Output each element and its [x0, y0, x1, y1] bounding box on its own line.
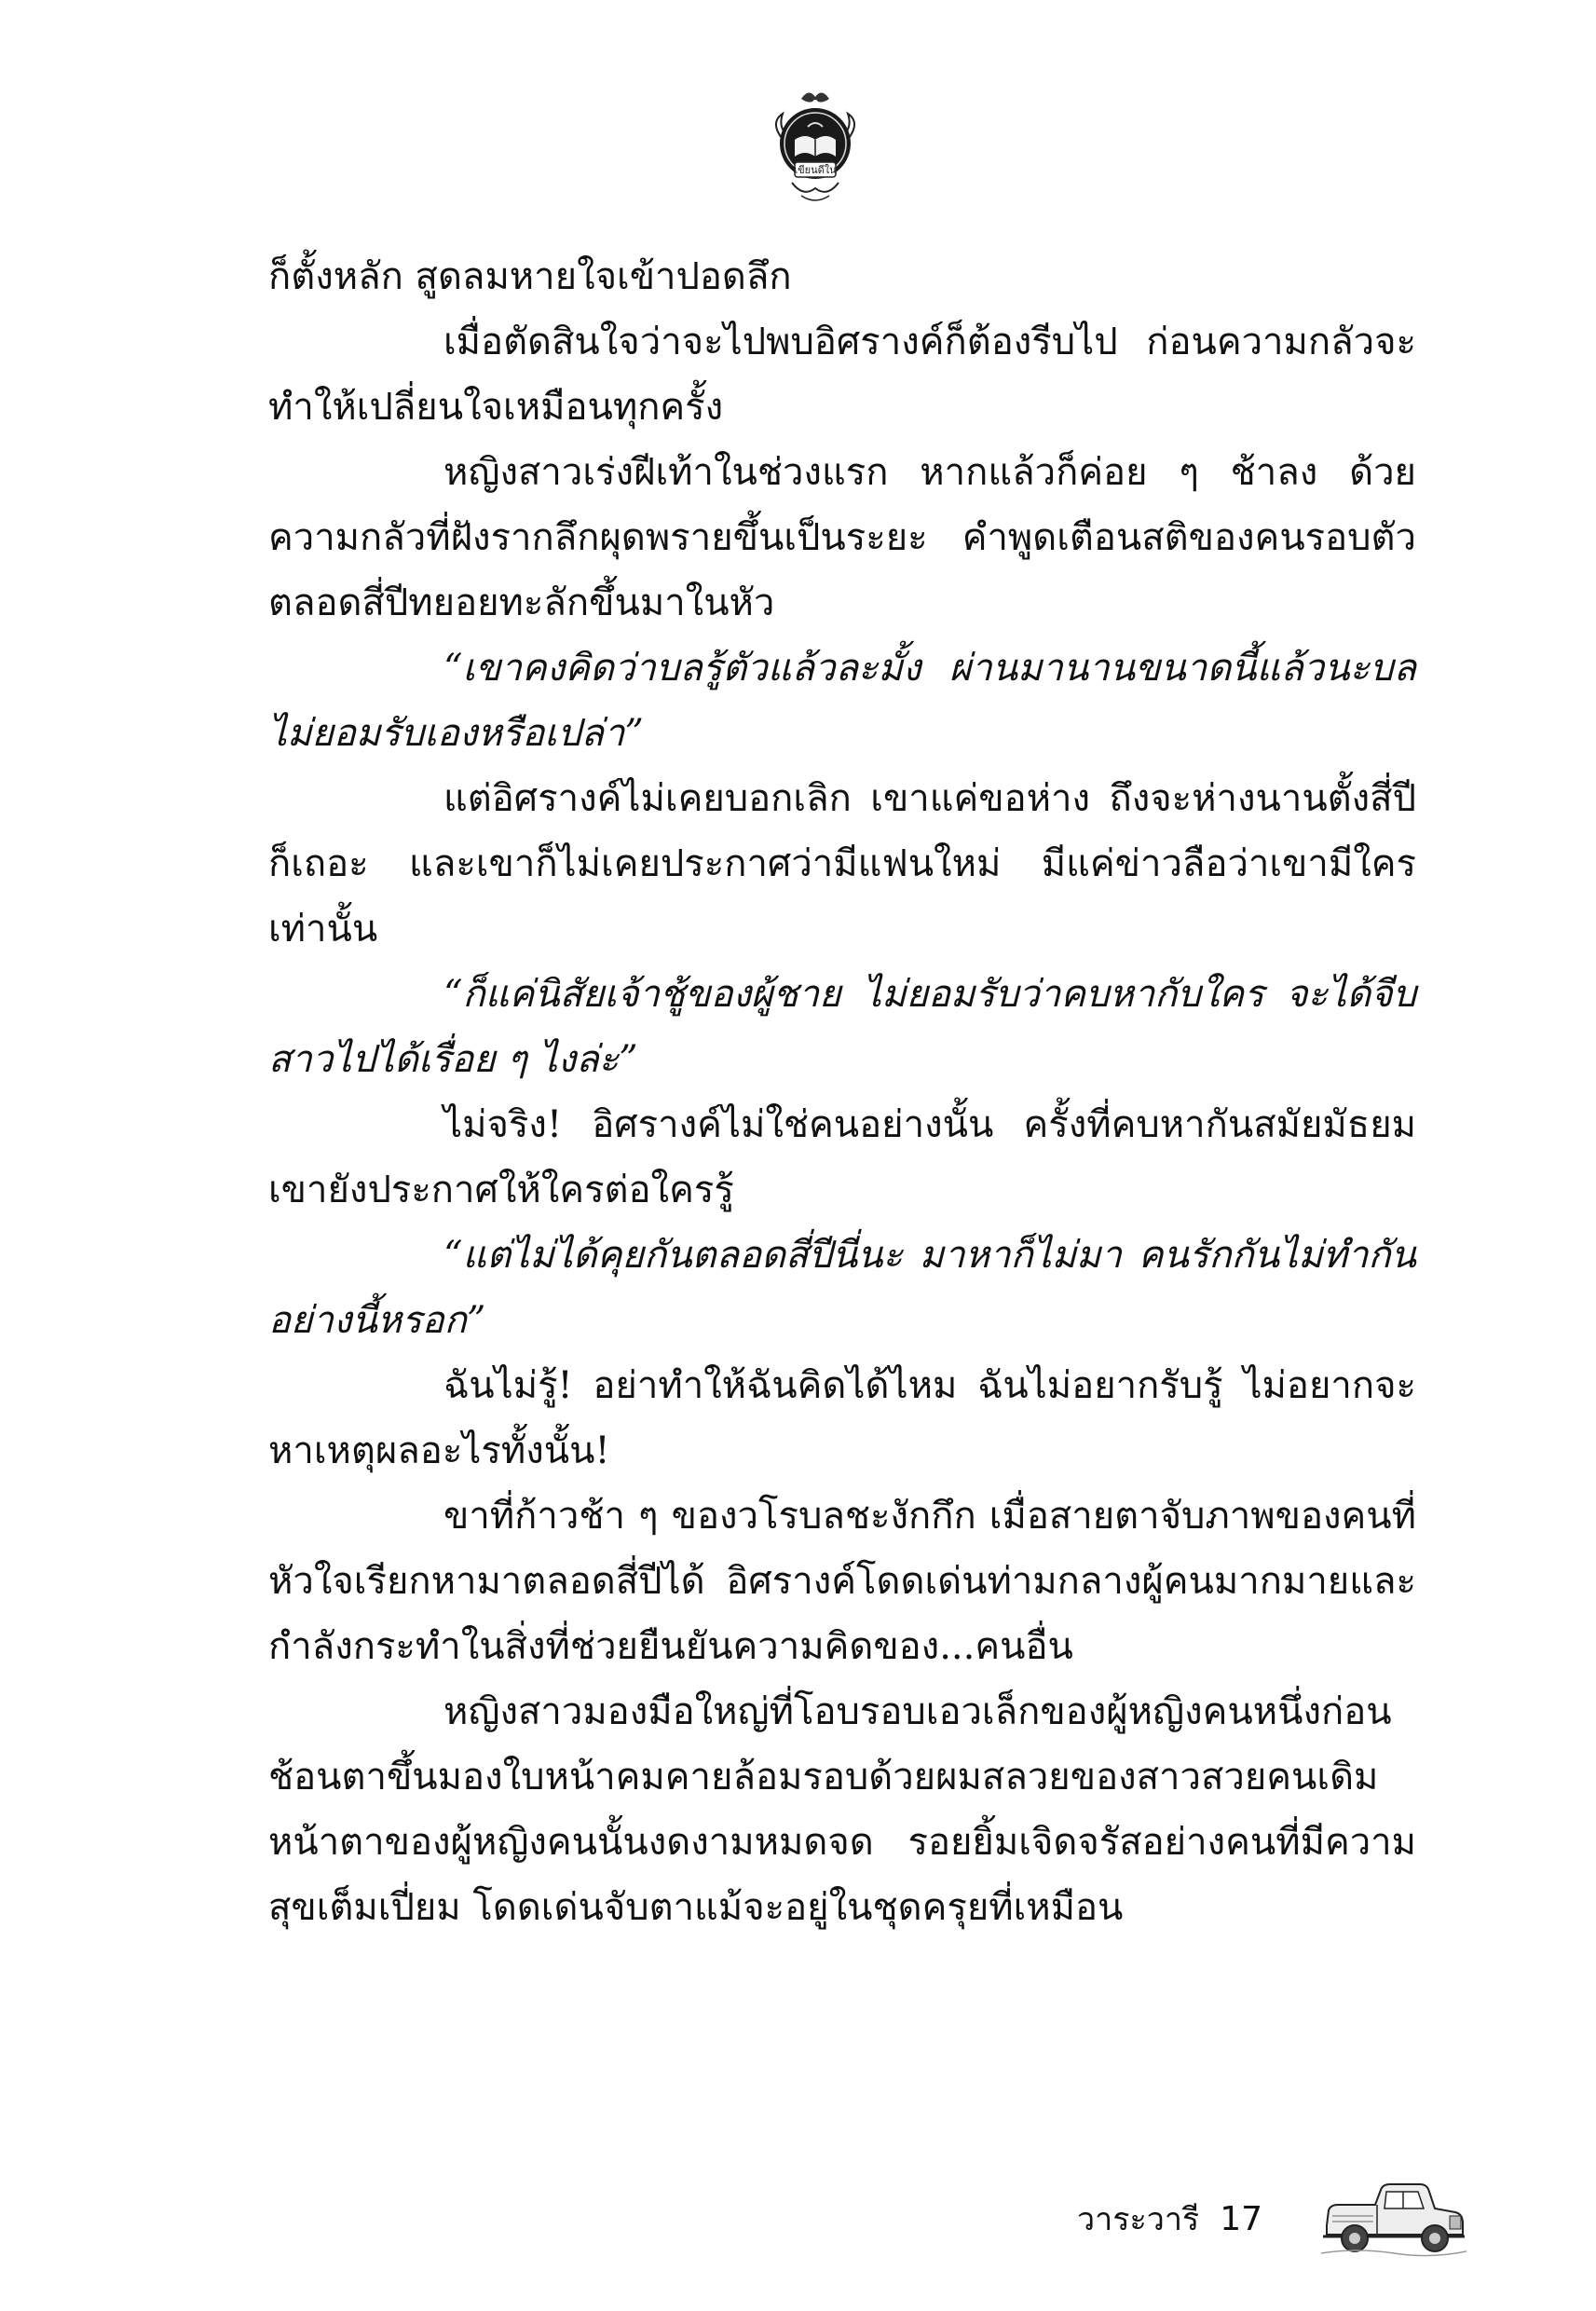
running-title — [1077, 2194, 1262, 2244]
chapter-text — [268, 244, 1416, 1940]
paragraph: หญิงสาวมองมือใหญ่ที่โอบรอบเอวเล็กของผู้หญิงคนหนึ่งก่อนช้อนตาขึ้นมองใบหน้าคมคายล้อมรอบด้วยผมสลวยของสาวสวยคนเดิม หน้าตาของผู้หญิงคนนั้นงดงามหมดจด รอยยิ้มเจิดจรัสอย่างคนที่มีความสุขเต็มเปี่ยม โดดเด่นจับตาแม้จะอยู่ในชุดครุยที่เหมือน — [268, 1690, 1416, 1929]
vintage-pickup-truck-icon — [1319, 2169, 1466, 2261]
paragraph: ฉันไม่รู้! อย่าทำให้ฉันคิดได้ไหม ฉันไม่อยากรับรู้ ไม่อยากจะหาเหตุผลอะไรทั้งนั้น! — [268, 1364, 1416, 1472]
emblem-text: เขียนดีใน — [794, 164, 837, 176]
paragraph: แต่อิศรางค์ไม่เคยบอกเลิก เขาแค่ขอห่าง ถึงจะห่างนานตั้งสี่ปีก็เถอะ และเขาก็ไม่เคยประกาศว่ามีแฟนใหม่ มีแค่ข่าวลือว่าเขามีใครเท่านั้น — [268, 777, 1416, 950]
book-emblem-icon — [764, 86, 866, 207]
quoted-paragraph: “ก็แค่นิสัยเจ้าชู้ของผู้ชาย ไม่ยอมรับว่าคบหากับใคร จะได้จีบสาวไปได้เรื่อย ๆ ไงล่ะ” — [268, 973, 1416, 1081]
page-number: 17 — [1220, 2200, 1262, 2238]
quoted-paragraph: “แต่ไม่ได้คุยกันตลอดสี่ปีนี่นะ มาหาก็ไม่มา คนรักกันไม่ทำกันอย่างนี้หรอก” — [268, 1234, 1416, 1342]
quoted-paragraph: “เขาคงคิดว่าบลรู้ตัวแล้วละมั้ง ผ่านมานานขนาดนี้แล้วนะบลไม่ยอมรับเองหรือเปล่า” — [268, 647, 1416, 755]
paragraph: เมื่อตัดสินใจว่าจะไปพบอิศรางค์ก็ต้องรีบไป ก่อนความกลัวจะทำให้เปลี่ยนใจเหมือนทุกครั้ง — [268, 321, 1416, 429]
paragraph: หญิงสาวเร่งฝีเท้าในช่วงแรก หากแล้วก็ค่อย ๆ ช้าลง ด้วยความกลัวที่ฝังรากลึกผุดพรายขึ้นเป็นระยะ คำพูดเตือนสติของคนรอบตัวตลอดสี่ปีทยอยทะลักขึ้นมาในหัว — [268, 451, 1416, 624]
paragraph: ขาที่ก้าวช้า ๆ ของวโรบลชะงักกึก เมื่อสายตาจับภาพของคนที่หัวใจเรียกหามาตลอดสี่ปีได้ อิศรางค์โดดเด่นท่ามกลางผู้คนมากมายและกำลังกระทำในสิ่งที่ช่วยยืนยันความคิดของ...คนอื่น — [268, 1495, 1416, 1668]
paragraph: ก็ตั้งหลัก สูดลมหายใจเข้าปอดลึก — [268, 255, 792, 298]
book-title: วาระวารี — [1077, 2201, 1200, 2238]
page-footer — [0, 2169, 1596, 2272]
paragraph: ไม่จริง! อิศรางค์ไม่ใช่คนอย่างนั้น ครั้งที่คบหากันสมัยมัธยมเขายังประกาศให้ใครต่อใครรู้ — [268, 1103, 1416, 1211]
